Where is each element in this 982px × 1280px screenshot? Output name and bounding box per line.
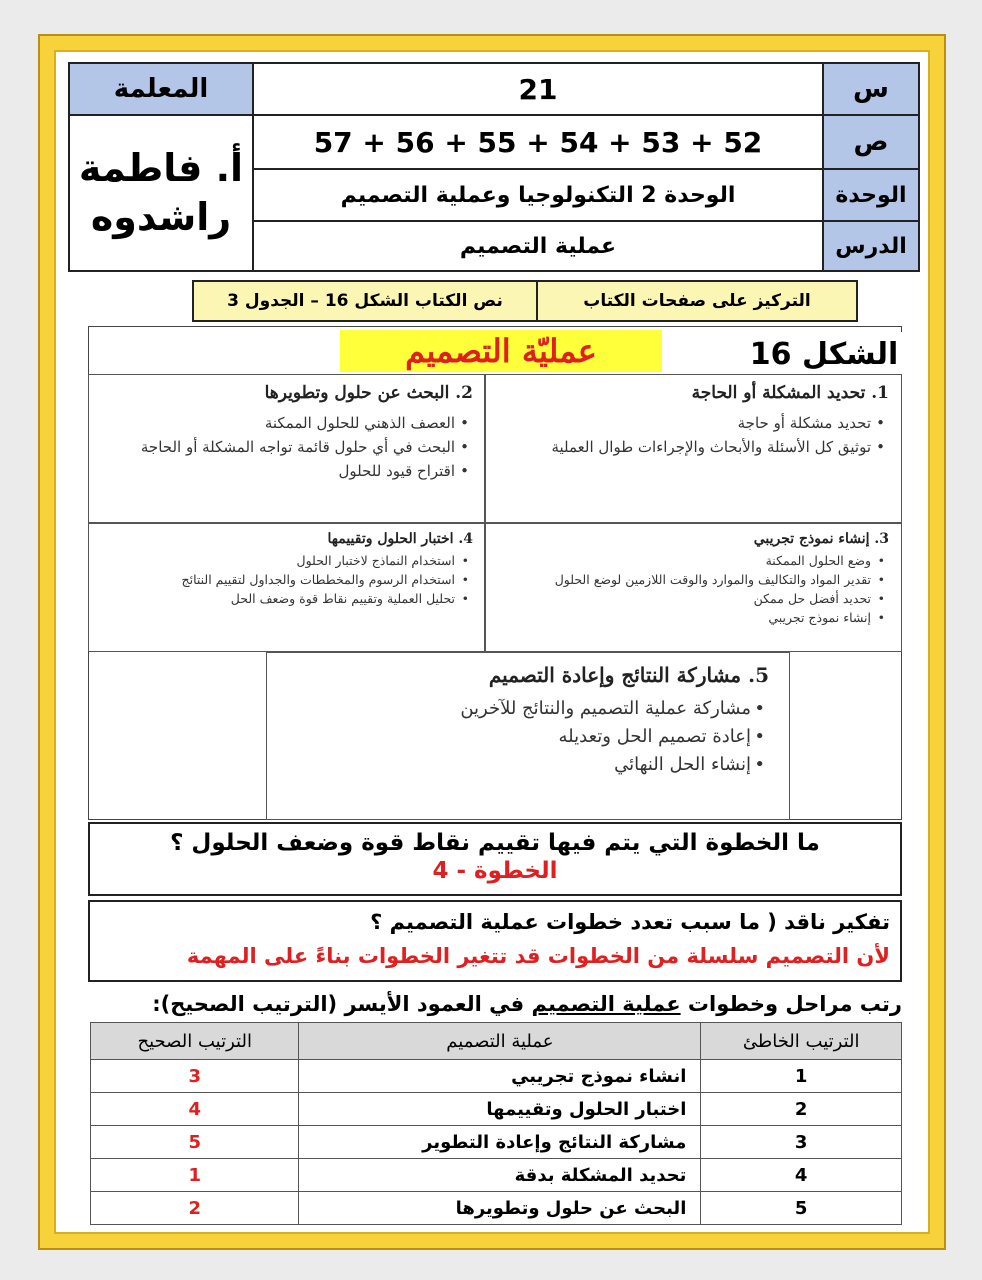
table-row [91, 1060, 902, 1093]
step-5-item: • إعادة تصميم الحل وتعديله [287, 723, 751, 751]
critical-thinking-question: تفكير ناقد ( ما سبب تعدد خطوات عملية التصميم ؟ [370, 910, 890, 934]
figure-label: الشكل 16 [744, 332, 904, 378]
wrong-order-cell: 3 [701, 1126, 902, 1159]
table-row [91, 1192, 902, 1225]
step-5-box [266, 652, 790, 820]
critical-thinking-answer: لأن التصميم سلسلة من الخطوات قد تتغير الخطوات بناءً على المهمة [186, 944, 890, 968]
teacher-name-line1: أ. فاطمة [78, 145, 244, 190]
wrong-order-cell: 4 [701, 1159, 902, 1192]
step-1-box [484, 374, 902, 524]
correct-order-cell: 3 [91, 1060, 299, 1093]
step-1-item: • توثيق كل الأسئلة والأبحاث والإجراءات طوال العملية [497, 435, 871, 459]
step-3-item: • وضع الحلول الممكنة [497, 551, 871, 570]
ordering-header-row [91, 1023, 902, 1060]
ordering-instruction [90, 986, 902, 1022]
step-3-item: • تحديد أفضل حل ممكن [497, 589, 871, 608]
table-row [91, 1093, 902, 1126]
step-cell: مشاركة النتائج وإعادة التطوير [299, 1126, 701, 1159]
ordering-instruction-bold: عملية التصميم [531, 992, 681, 1016]
step-4-box [88, 522, 486, 652]
table-row [91, 1159, 902, 1192]
wrong-order-cell: 2 [701, 1093, 902, 1126]
lesson-value: عملية التصميم [252, 220, 824, 272]
step-4-item: • استخدام الرسوم والمخططات والجداول لتقييم النتائج [101, 570, 455, 589]
correct-order-cell: 2 [91, 1192, 299, 1225]
step-4-item: • تحليل العملية وتقييم نقاط قوة وضعف الحل [101, 589, 455, 608]
question-label: س [822, 62, 920, 116]
teacher-label: المعلمة [68, 62, 254, 116]
wrong-order-cell: 1 [701, 1060, 902, 1093]
question-1-text: ما الخطوة التي يتم فيها تقييم نقاط قوة وضعف الحلول ؟ [170, 830, 820, 856]
step-2-item: • اقتراح قيود للحلول [101, 459, 455, 483]
page-label: ص [822, 114, 920, 170]
step-3-item: • تقدير المواد والتكاليف والموارد والوقت اللازمين لوضع الحلول [497, 570, 871, 589]
focus-value: نص الكتاب الشكل 16 – الجدول 3 [192, 280, 538, 322]
step-cell: تحديد المشكلة بدقة [299, 1159, 701, 1192]
ordering-instruction-end: في العمود الأيسر (الترتيب الصحيح): [152, 992, 532, 1016]
teacher-name-line2: راشدوه [90, 195, 232, 239]
question-1-answer: الخطوة - 4 [432, 858, 558, 884]
correct-order-cell: 4 [91, 1093, 299, 1126]
step-5-item: • مشاركة عملية التصميم والنتائج للآخرين [287, 695, 751, 723]
step-4-title: 4. اختبار الحلول وتقييمها [327, 531, 473, 547]
step-1-title: 1. تحديد المشكلة أو الحاجة [691, 383, 889, 403]
step-3-title: 3. إنشاء نموذج تجريبي [753, 531, 889, 547]
teacher-name [68, 114, 254, 272]
step-1-item: • تحديد مشكلة أو حاجة [497, 411, 871, 435]
step-2-item: • البحث في أي حلول قائمة تواجه المشكلة أو الحاجة [101, 435, 455, 459]
step-cell: البحث عن حلول وتطويرها [299, 1192, 701, 1225]
table-row [91, 1126, 902, 1159]
step-5-item: • إنشاء الحل النهائي [287, 751, 751, 779]
step-2-title: 2. البحث عن حلول وتطويرها [264, 383, 473, 403]
page-numbers: 57 + 56 + 55 + 54 + 53 + 52 [252, 114, 824, 170]
step-cell: اختبار الحلول وتقييمها [299, 1093, 701, 1126]
ordering-table [90, 1022, 902, 1225]
step-2-box [88, 374, 486, 524]
step-4-item: • استخدام النماذج لاختبار الحلول [101, 551, 455, 570]
step-3-item: • إنشاء نموذج تجريبي [497, 608, 871, 627]
question-number: 21 [252, 62, 824, 116]
lesson-label: الدرس [822, 220, 920, 272]
correct-order-cell: 1 [91, 1159, 299, 1192]
question-1-box [88, 822, 902, 896]
focus-label: التركيز على صفحات الكتاب [536, 280, 858, 322]
ordering-instruction-start: رتب مراحل وخطوات [680, 992, 902, 1016]
header-correct-order: الترتيب الصحيح [91, 1023, 299, 1060]
unit-label: الوحدة [822, 168, 920, 222]
wrong-order-cell: 5 [701, 1192, 902, 1225]
header-wrong-order: الترتيب الخاطئ [701, 1023, 902, 1060]
critical-thinking-box [88, 900, 902, 982]
unit-value: الوحدة 2 التكنولوجيا وعملية التصميم [252, 168, 824, 222]
step-cell: انشاء نموذج تجريبي [299, 1060, 701, 1093]
step-5-title: 5. مشاركة النتائج وإعادة التصميم [488, 663, 769, 687]
step-3-box [484, 522, 902, 652]
figure-title: عمليّة التصميم [340, 330, 662, 372]
header-design-process: عملية التصميم [299, 1023, 701, 1060]
step-2-item: • العصف الذهني للحلول الممكنة [101, 411, 455, 435]
correct-order-cell: 5 [91, 1126, 299, 1159]
